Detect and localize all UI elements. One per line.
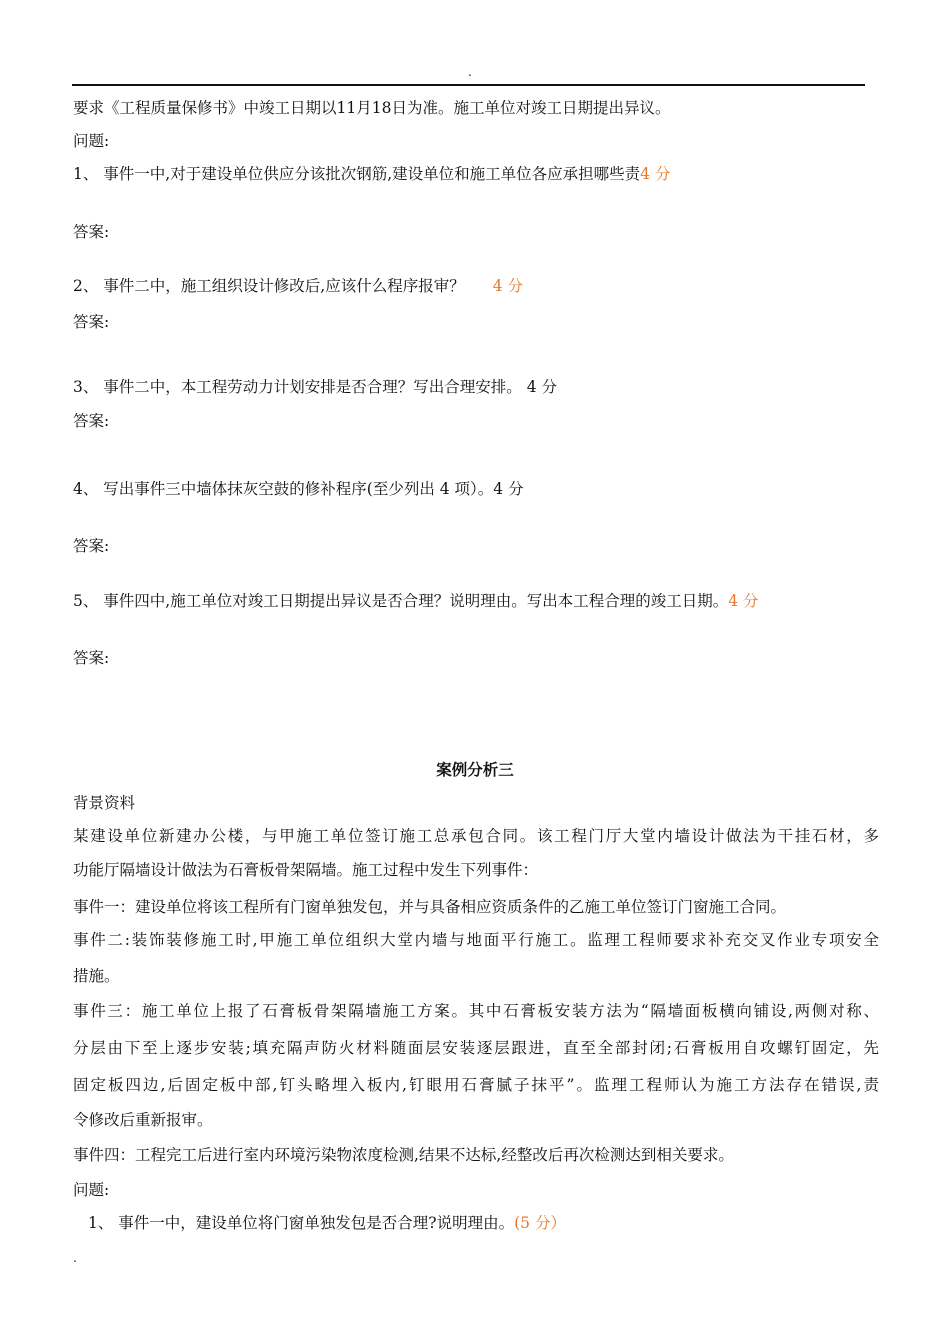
event-2-line-2: 措施。 [73,967,120,985]
event-2-line-1: 事件二:装饰装修施工时,甲施工单位组织大堂内墙与地面平行施工。监理工程师要求补充交叉作业专项安全 [73,931,879,949]
event-1: 事件一：建设单位将该工程所有门窗单独发包，并与具备相应资质条件的乙施工单位签订门窗施工合同。 [73,898,787,916]
questions-label: 问题: [73,132,110,150]
question-points: (5 分） [514,1214,566,1232]
event-3-line-2: 分层由下至上逐步安装;填充隔声防火材料随面层安装逐层跟进，直至全部封闭;石膏板用自攻螺钉固定，先 [73,1039,879,1057]
intro-line: 要求《工程质量保修书》中竣工日期以11月18日为准。施工单位对竣工日期提出异议。 [73,99,671,117]
question-text: 1、 事件一中,对于建设单位供应分该批次钢筋,建设单位和施工单位各应承担哪些责 [73,165,641,183]
question-4 [73,479,524,499]
question-2 [73,276,523,296]
question-5 [73,591,759,611]
question-text: 5、 事件四中,施工单位对竣工日期提出异议是否合理？说明理由。写出本工程合理的竣工日期。 [73,592,729,610]
answer-label-5: 答案: [73,649,110,667]
background-para-line-1: 某建设单位新建办公楼，与甲施工单位签订施工总承包合同。该工程门厅大堂内墙设计做法为干挂石材，多 [73,827,879,845]
answer-label-3: 答案: [73,412,110,430]
event-3-line-1: 事件三：施工单位上报了石膏板骨架隔墙施工方案。其中石膏板安装方法为“隔墙面板横向铺设,两侧对称、 [73,1002,879,1020]
case3-question-1 [88,1213,566,1233]
section-title: 案例分析三 [436,761,514,779]
question-points: 4 分 [640,165,671,183]
answer-label-2: 答案: [73,313,110,331]
question-text: 2、 事件二中，施工组织设计修改后,应该什么程序报审？ [73,277,465,295]
question-1 [73,164,670,184]
footer-dot: . [73,1251,77,1265]
answer-label-1: 答案: [73,223,110,241]
header-rule [72,84,865,86]
question-3 [73,377,557,397]
question-text: 3、 事件二中，本工程劳动力计划安排是否合理？写出合理安排。 4 分 [73,378,558,396]
event-3-line-4: 令修改后重新报审。 [73,1111,213,1129]
question-text: 4、 写出事件三中墙体抹灰空鼓的修补程序(至少列出 4 项）。4 分 [73,480,524,498]
event-3-line-3: 固定板四边,后固定板中部,钉头略埋入板内,钉眼用石膏腻子抹平”。监理工程师认为施工方法存在错误,责 [73,1076,879,1094]
answer-label-4: 答案: [73,537,110,555]
question-text: 1、 事件一中，建设单位将门窗单独发包是否合理?说明理由。 [88,1214,515,1232]
header-dot: . [468,65,472,79]
background-label: 背景资料 [73,794,136,812]
questions-label-case3: 问题: [73,1181,110,1199]
question-points: 4 分 [492,277,524,295]
event-4: 事件四：工程完工后进行室内环境污染物浓度检测,结果不达标,经整改后再次检测达到相关要求。 [73,1146,734,1164]
background-para-line-2: 功能厅隔墙设计做法为石膏板骨架隔墙。施工过程中发生下列事件： [73,861,539,879]
question-points: 4 分 [728,592,759,610]
